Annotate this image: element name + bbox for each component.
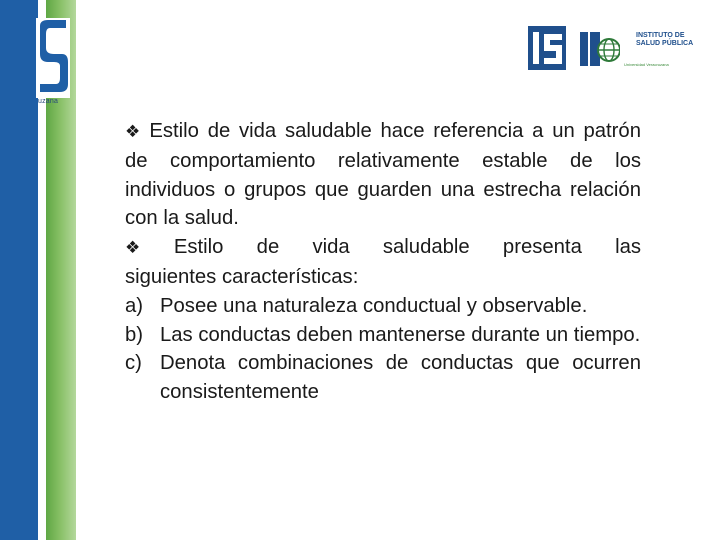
- list-item-text: Las conductas deben mantenerse durante un tiempo.: [160, 323, 641, 346]
- blue-stripe: [0, 0, 38, 540]
- paragraph-characteristics-line1: ❖ Estilo de vida saludable presenta las: [125, 236, 642, 259]
- list-marker: b): [125, 323, 144, 346]
- list-item: [125, 321, 641, 350]
- institute-name: INSTITUTO DE SALUD PÚBLICA: [636, 32, 694, 47]
- diamond-bullet-icon: ❖: [125, 122, 144, 142]
- paragraph-definition: [125, 117, 641, 233]
- list-item: [125, 349, 641, 407]
- diamond-bullet-icon: ❖: [125, 238, 168, 259]
- university-logo-text: uzana: [38, 98, 59, 105]
- slide-body: [125, 117, 641, 407]
- institute-globe-icon: [580, 30, 620, 70]
- list-item: [125, 292, 641, 321]
- paragraph-characteristics-line2: siguientes características:: [125, 265, 359, 288]
- characteristics-list: [125, 292, 641, 407]
- institute-subtitle: Universidad Veracruzana: [624, 62, 669, 67]
- list-marker: c): [125, 352, 142, 375]
- paragraph-definition-text: Estilo de vida saludable hace referencia a un patrón de comportamiento relativamente estable de los individuos o grupos que guarden una estrecha relación con la salud.: [125, 120, 641, 230]
- paragraph-characteristics: [125, 233, 641, 292]
- isp-logo-icon: [528, 26, 566, 70]
- left-decorative-band: [0, 0, 78, 540]
- list-item-text: Posee una naturaleza conductual y observable.: [160, 294, 588, 317]
- list-item-text: Denota combinaciones de conductas que ocurren consistentemente: [160, 352, 641, 404]
- list-marker: a): [125, 294, 144, 317]
- university-logo-icon: [36, 18, 70, 98]
